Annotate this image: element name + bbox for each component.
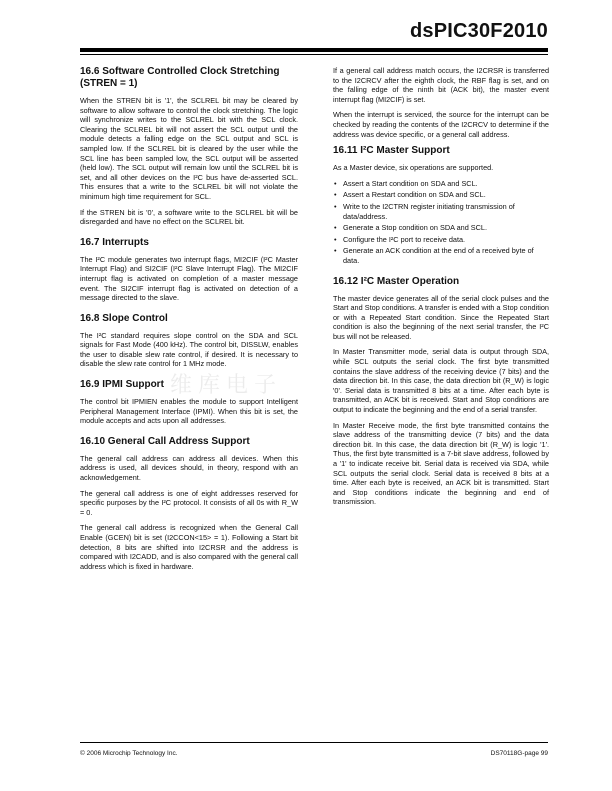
section-16-10 (80, 436, 298, 572)
paragraph: As a Master device, six operations are supported. (333, 163, 494, 173)
section-heading: 16.12 I²C Master Operation (333, 275, 460, 287)
right-column (333, 66, 549, 517)
paragraph: If the STREN bit is '0', a software write to the SCLREL bit will be disregarded and have no effect on the SCLREL bit. (80, 207, 298, 227)
section-16-9 (80, 379, 298, 426)
section-heading: 16.8 Slope Control (80, 312, 168, 324)
footer-rule (80, 742, 548, 743)
bullet-list (333, 179, 549, 266)
paragraph: In Master Transmitter mode, serial data is output through SDA, while SCL outputs the serial clock. The first byte transmitted contains the slave address of the receiving device (7 bits) and the data direction bit. In this case, the data direction bit (R_W) is logic '0'. Serial data is transmitted 8 bits at a time. After each byte is transmitted, an ACK bit is received. Start and Stop conditions are output to indicate the beginning and the end of a serial transfer. (333, 347, 549, 415)
paragraph: The general call address is one of eight addresses reserved for specific purposes by the I²C protocol. It consists of all 0s with R_W = 0. (80, 488, 298, 517)
page-number: DS70118G-page 99 (490, 750, 548, 757)
list-item: • Generate a Stop condition on SDA and SCL. (343, 223, 549, 233)
watermark: 维库电子 (170, 373, 283, 398)
section-16-8 (80, 313, 298, 369)
section-heading: 16.11 I²C Master Support (333, 145, 450, 157)
list-item: • Configure the I²C port to receive data. (343, 235, 549, 245)
paragraph: The control bit IPMIEN enables the module to support Intelligent Peripheral Management Interface (IPMI). When this bit is set, the module accepts and acts upon all addresses. (80, 397, 298, 426)
paragraph: The general call address is recognized when the General Call Enable (GCEN) bit is set (I2CCON<15> = 1). Following a Start bit detection, 8 bits are shifted into I2CRSR and the address is compared with I2CADD, and is also compared with the general call address which is fixed in hardware. (80, 523, 298, 571)
section-16-6 (80, 66, 298, 227)
list-item: • Write to the I2CTRN register initiating transmission of data/address. (343, 202, 549, 221)
list-item: • Generate an ACK condition at the end of a received byte of data. (343, 246, 549, 265)
paragraph: The general call address can address all devices. When this address is used, all devices should, in theory, respond with an acknowledgement. (80, 453, 298, 483)
section-heading: 16.9 IPMI Support (80, 379, 164, 391)
header-rule (80, 48, 548, 52)
paragraph: When the STREN bit is '1', the SCLREL bit may be cleared by software to allow software to control the clock stretching. The logic will synchronize writes to the SCLREL bit with the SCL clock. Clearing the SCLREL bit will not assert the SCL output until the module detects a falling edge on the SCL output and SCL is sampled low. If the SCLREL bit is cleared by the user while the SCL line has been sampled low, the SCL output will be asserted (held low). The SCL output will remain low until the SCLREL bit is set, and all other devices on the I²C bus have de-asserted SCL. This ensures that a write to the SCLREL bit will not violate the minimum high time requirement for SCL. (80, 96, 298, 201)
paragraph: The I²C standard requires slope control on the SDA and SCL signals for Fast Mode (400 kHz). The control bit, DISSLW, enables the user to disable slew rate control, if desired. It is necessary to disable the slew rate control for 1 MHz mode. (80, 330, 298, 369)
paragraph: In Master Receive mode, the first byte transmitted contains the slave address of the transmitting device (7 bits) and the data direction bit. In this case, the data direction bit (R_W) is logic '1'. Thus, the first byte transmitted is a 7-bit slave address, followed by a '1' to indicate receive bit. Serial data is received via SDA, while SCL outputs the serial clock. Serial data is received 8 bits at a time. After each byte is received, an ACK bit is transmitted. Start and Stop conditions indicate the beginning and end of transmission. (333, 420, 549, 507)
document-title: dsPIC30F2010 (409, 20, 548, 42)
section-16-11 (333, 145, 549, 265)
paragraph: If a general call address match occurs, the I2CRSR is transferred to the I2CRCV after the eighth clock, the RBF flag is set, and on the falling edge of the ninth bit (ACK bit), the master event interrupt flag (MI2CIF) is set. (333, 66, 549, 104)
left-column (80, 66, 298, 581)
list-item: • Assert a Restart condition on SDA and SCL. (343, 190, 549, 200)
section-heading: 16.6 Software Controlled Clock Stretching (STREN = 1) (80, 66, 280, 89)
section-16-7 (80, 237, 298, 303)
section-16-12 (333, 276, 549, 507)
header-rule-thin (80, 54, 548, 55)
copyright: © 2006 Microchip Technology Inc. (80, 750, 178, 757)
paragraph: The I²C module generates two interrupt flags, MI2CIF (I²C Master Interrupt Flag) and SI2CIF (I²C Slave Interrupt Flag). The MI2CIF interrupt flag is activated on completion of a master message event. The SI2CIF interrupt flag is activated on detection of a message directed to the slave. (80, 254, 298, 303)
list-item: • Assert a Start condition on SDA and SCL. (343, 179, 549, 189)
section-heading: 16.10 General Call Address Support (80, 435, 250, 447)
paragraph: The master device generates all of the serial clock pulses and the Start and Stop conditions. A transfer is ended with a Stop condition or with a Repeated Start condition. Since the Repeated Start condition is also the beginning of the next serial transfer, the I²C bus will not be released. (333, 293, 549, 341)
paragraph: When the interrupt is serviced, the source for the interrupt can be checked by reading the contents of the I2CRCV to determine if the address was device specific, or a general call address. (333, 110, 549, 139)
section-heading: 16.7 Interrupts (80, 236, 149, 248)
